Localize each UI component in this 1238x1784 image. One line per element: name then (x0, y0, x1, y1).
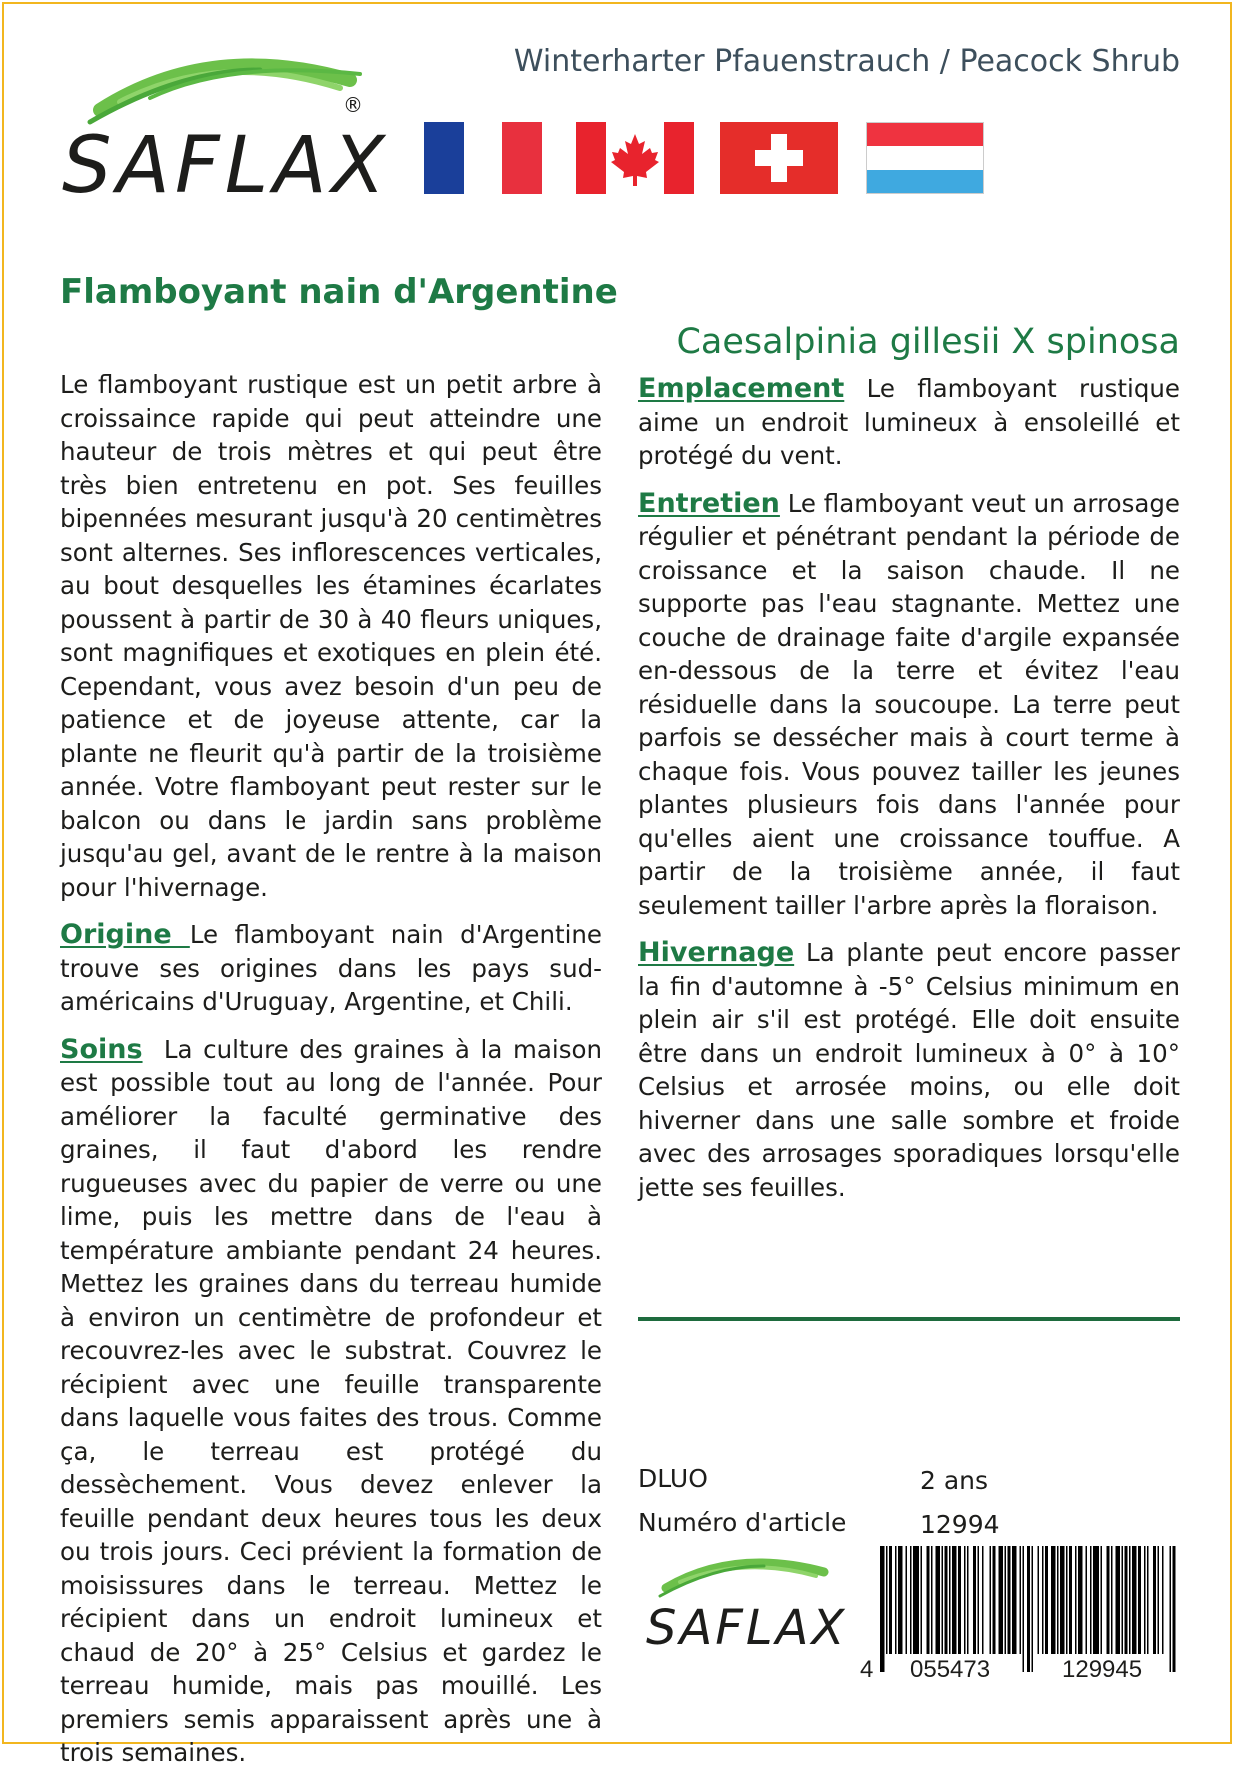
origine-text: Le flamboyant nain d'Argentine trouve ses origines dans les pays sud-américains d'Uruguay, Argentine, et Chili. (60, 920, 602, 1016)
barcode-bar (1042, 1546, 1044, 1654)
dluo-value: 2 ans (920, 1466, 989, 1495)
article-number-value: 12994 (920, 1510, 1000, 1539)
barcode-bar (993, 1546, 996, 1654)
article-number-label: Numéro d'article (638, 1508, 847, 1537)
origine-section (60, 918, 602, 1019)
barcode-bar (1107, 1546, 1110, 1654)
origine-heading: Origine (60, 919, 190, 950)
barcode-bar (1144, 1546, 1146, 1654)
barcode-bar (958, 1546, 961, 1654)
barcode-bar (1032, 1546, 1034, 1672)
hivernage-text: La plante peut encore passer la fin d'automne à -5° Celsius minimum en plein air s'il est protégé. Elle doit ensuite être dans un endroit lumineux à 0° à 10° Celsius et arrosée moins, ou elle doit hiverner dans une salle sombre et froide avec des arrosages sporadiques lorsqu'elle jette ses feuilles. (638, 938, 1181, 1202)
svg-text:®: ® (343, 93, 363, 117)
flag-canada-icon (576, 122, 694, 194)
barcode-bar (921, 1546, 923, 1654)
barcode-bar (1078, 1546, 1083, 1654)
barcode-bar (927, 1546, 930, 1654)
soins-section (60, 1033, 602, 1770)
barcode-bar (1138, 1546, 1141, 1654)
barcode-bar (1125, 1546, 1128, 1654)
barcode-bar (990, 1546, 992, 1654)
barcode-bar (913, 1546, 919, 1654)
entretien-heading: Entretien (638, 487, 780, 519)
intro-paragraph: Le flamboyant rustique est un petit arbre à croissaince rapide qui peut atteindre une hauteur de trois mètres et qui peut être très bien entretenu en pot. Ses feuilles bipennées mesurant jusqu'à 20 centimètres sont alternes. Ses inflorescences verticales, au bout desquelles les étamines écarlates poussent à partir de 30 à 40 fleurs uniques, sont magnifiques et exotiques en plein été. Cependant, vous avez besoin d'un peu de patience et de joyeuse attente, car la plante ne fleurit qu'à partir de la troisième année. Votre flamboyant peut rester sur le balcon ou dans le jardin sans problème jusqu'au gel, avant de le rentre à la maison pour l'hivernage. (60, 370, 602, 902)
barcode-bar (942, 1546, 944, 1654)
barcode-digits-right: 129945 (1062, 1656, 1143, 1683)
svg-text:SAFLAX: SAFLAX (646, 1600, 848, 1656)
flag-luxembourg-icon (866, 122, 984, 194)
barcode-bar (1086, 1546, 1088, 1654)
barcode-bar (886, 1546, 888, 1654)
barcode-bar (967, 1546, 969, 1654)
barcode-bar (1158, 1546, 1160, 1654)
barcode-bar (952, 1546, 957, 1654)
emplacement-section (638, 372, 1180, 473)
barcode-bar (949, 1546, 951, 1654)
barcode-bar (1051, 1546, 1056, 1654)
barcode-bar (999, 1546, 1004, 1654)
entretien-text: Le flamboyant veut un arrosage régulier et pénétrant pendant la période de croissance et la saison chaude. Il ne supporte pas l'eau stagnante. Mettez une couche de drainage faite d'argile expansée en-dessous de la terre et évitez l'eau résiduelle dans la soucoupe. La terre peut parfois se dessécher mais à court terme à chaque fois. Vous pouvez tailler les jeunes plantes plusieurs fois dans l'année pour qu'elles aient une croissance touffue. A partir de la troisième année, il faut seulement tailler l'arbre après la floraison. (638, 488, 1180, 920)
right-column (638, 372, 1180, 1218)
barcode-bar (945, 1546, 948, 1654)
barcode-bar (1153, 1546, 1156, 1654)
barcode-bar (1027, 1546, 1030, 1672)
svg-text:SAFLAX: SAFLAX (62, 121, 390, 210)
barcode-bar (1008, 1546, 1011, 1654)
barcode-bar (1093, 1546, 1099, 1654)
barcode-bar (880, 1546, 885, 1672)
barcode-bar (898, 1546, 903, 1654)
flag-switzerland-icon (720, 122, 838, 194)
barcode-bar (906, 1546, 908, 1654)
barcode-bar (1020, 1546, 1022, 1654)
barcode-bar (1090, 1546, 1092, 1654)
left-column (60, 368, 602, 1784)
flag-france-icon (424, 122, 542, 194)
plant-common-name: Flamboyant nain d'Argentine (60, 272, 618, 312)
barcode-bar (910, 1546, 912, 1654)
entretien-section (638, 487, 1180, 923)
barcode-bar (1069, 1546, 1072, 1654)
barcode-bar (1101, 1546, 1103, 1654)
barcode-digits-left: 055473 (910, 1656, 991, 1683)
barcode-bar (1132, 1546, 1137, 1654)
barcode-bar (1060, 1546, 1065, 1654)
barcode-bar (1170, 1546, 1172, 1672)
emplacement-heading: Emplacement (638, 373, 845, 404)
barcode-bar (1116, 1546, 1121, 1654)
barcode-bar (1045, 1546, 1048, 1654)
barcode-bar (982, 1546, 984, 1654)
dluo-label: DLUO (638, 1464, 708, 1493)
section-divider (638, 1317, 1180, 1321)
barcode-bar (889, 1546, 892, 1654)
barcode-bar (936, 1546, 941, 1654)
barcode-bar (1111, 1546, 1113, 1654)
barcode-bar (978, 1546, 980, 1654)
barcode-bar (1147, 1546, 1149, 1654)
hivernage-section (638, 936, 1180, 1204)
soins-heading: Soins (60, 1033, 143, 1065)
saflax-logo (60, 40, 410, 210)
barcode-bar (1122, 1546, 1124, 1654)
barcode-bar (1023, 1546, 1025, 1672)
product-header-title: Winterharter Pfauenstrauch / Peacock Shrub (513, 44, 1180, 79)
plant-latin-name: Caesalpinia gillesii X spinosa (676, 322, 1180, 362)
barcode-bar (1162, 1546, 1164, 1654)
barcode-bar (973, 1546, 976, 1654)
hivernage-heading: Hivernage (638, 937, 795, 968)
barcode-bar (1038, 1546, 1040, 1654)
barcode-bar (895, 1546, 897, 1654)
barcode-bar (1005, 1546, 1007, 1654)
saflax-logo-small (644, 1548, 854, 1658)
barcode-bar (1066, 1546, 1068, 1654)
barcode-bar (1173, 1546, 1176, 1672)
barcode-bar (1075, 1546, 1077, 1654)
barcode-bar (1012, 1546, 1017, 1654)
barcode-digit-first: 4 (860, 1656, 874, 1683)
emplacement-text: Le flamboyant rustique aime un endroit lumineux à ensoleillé et protégé du vent. (638, 374, 1180, 470)
soins-text: La culture des graines à la maison est possible tout au long de l'année. Pour améliorer la faculté germinative des graines, il faut d'abord les rendre rugueuses avec du papier de verre ou une lime, puis les mettre dans de l'eau à température ambiante pendant 24 heures. Mettez les graines dans du terreau humide à environ un centimètre de profondeur et recouvrez-les avec le substrat. Couvrez le récipient avec une feuille transparente dans laquelle vous faites des trous. Comme ça, le terreau est protégé du dessèchement. Vous devez enlever la feuille pendant deux heures tous les deux ou trois jours. Ceci prévient la formation de moisissures dans le terreau. Mettez le récipient dans un endroit lumineux et chaud de 20° à 25° Celsius et gardez le terreau humide, mais pas mouillé. Les premiers semis apparaissent après une à trois semaines. (60, 1034, 602, 1767)
barcode-bar (1129, 1546, 1131, 1654)
barcode-bar (964, 1546, 966, 1654)
barcode-bar (1057, 1546, 1059, 1654)
barcode-bar (931, 1546, 933, 1654)
